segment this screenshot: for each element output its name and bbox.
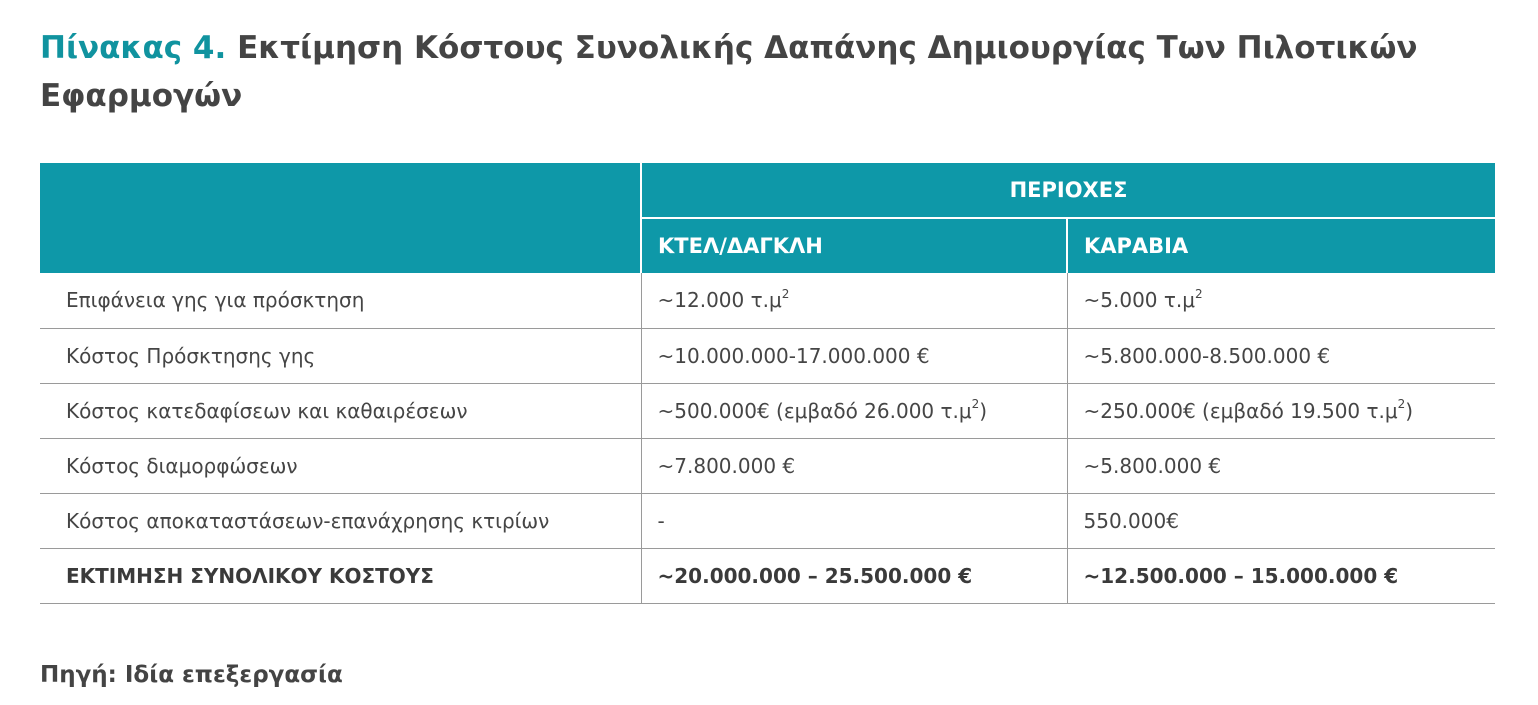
- cell-ktel-text: ~12.000 τ.μ: [657, 288, 782, 313]
- cell-karavia-value: 550.000€: [1067, 493, 1495, 548]
- cell-karavia-value: ~5.800.000 €: [1067, 438, 1495, 493]
- row-label: Κόστος αποκαταστάσεων-επανάχρησης κτιρίων: [40, 493, 641, 548]
- table-row: [40, 328, 1495, 383]
- table-row: [40, 273, 1495, 328]
- superscript: 2: [781, 286, 790, 301]
- row-label: Κόστος Πρόσκτησης γης: [40, 328, 641, 383]
- total-ktel-value: ~20.000.000 – 25.500.000 €: [641, 548, 1067, 603]
- cell-ktel-value: [641, 383, 1067, 438]
- table-number: Πίνακας 4.: [40, 30, 227, 66]
- header-ktel-dagkli: ΚΤΕΛ/ΔΑΓΚΛΗ: [641, 218, 1067, 273]
- cell-karavia-tail: ): [1405, 398, 1414, 423]
- cell-karavia-text: ~5.000 τ.μ: [1083, 288, 1195, 313]
- total-row: [40, 548, 1495, 603]
- source-note: Πηγή: Ιδία επεξεργασία: [40, 662, 343, 688]
- row-label: Κόστος διαμορφώσεων: [40, 438, 641, 493]
- header-blank-cell: [40, 163, 641, 273]
- cell-karavia-value: [1067, 273, 1495, 328]
- header-karavia: ΚΑΡΑΒΙΑ: [1067, 218, 1495, 273]
- cell-ktel-value: [641, 273, 1067, 328]
- total-label: ΕΚΤΙΜΗΣΗ ΣΥΝΟΛΙΚΟΥ ΚΟΣΤΟΥΣ: [40, 548, 641, 603]
- cell-karavia-text: ~250.000€ (εμβαδό 19.500 τ.μ: [1083, 398, 1398, 423]
- total-karavia-value: ~12.500.000 – 15.000.000 €: [1067, 548, 1495, 603]
- header-regions: ΠΕΡΙΟΧΕΣ: [641, 163, 1495, 218]
- cell-ktel-value: ~10.000.000-17.000.000 €: [641, 328, 1067, 383]
- superscript: 2: [971, 396, 980, 411]
- table-row: [40, 493, 1495, 548]
- cell-ktel-value: -: [641, 493, 1067, 548]
- table-body: [40, 273, 1495, 603]
- cell-ktel-tail: ): [979, 398, 988, 423]
- cell-karavia-value: ~5.800.000-8.500.000 €: [1067, 328, 1495, 383]
- table-row: [40, 383, 1495, 438]
- superscript: 2: [1195, 286, 1203, 301]
- cell-ktel-value: ~7.800.000 €: [641, 438, 1067, 493]
- cost-estimate-table: [40, 163, 1495, 604]
- table-row: [40, 438, 1495, 493]
- table-title-text: Εκτίμηση Κόστους Συνολικής Δαπάνης Δημιουργίας Των Πιλοτικών Εφαρμογών: [40, 30, 1418, 114]
- cell-karavia-value: [1067, 383, 1495, 438]
- superscript: 2: [1397, 396, 1406, 411]
- table-header: [40, 163, 1495, 273]
- row-label: Επιφάνεια γης για πρόσκτηση: [40, 273, 641, 328]
- row-label: Κόστος κατεδαφίσεων και καθαιρέσεων: [40, 383, 641, 438]
- table-title: [40, 24, 1500, 120]
- cell-ktel-text: ~500.000€ (εμβαδό 26.000 τ.μ: [657, 398, 972, 423]
